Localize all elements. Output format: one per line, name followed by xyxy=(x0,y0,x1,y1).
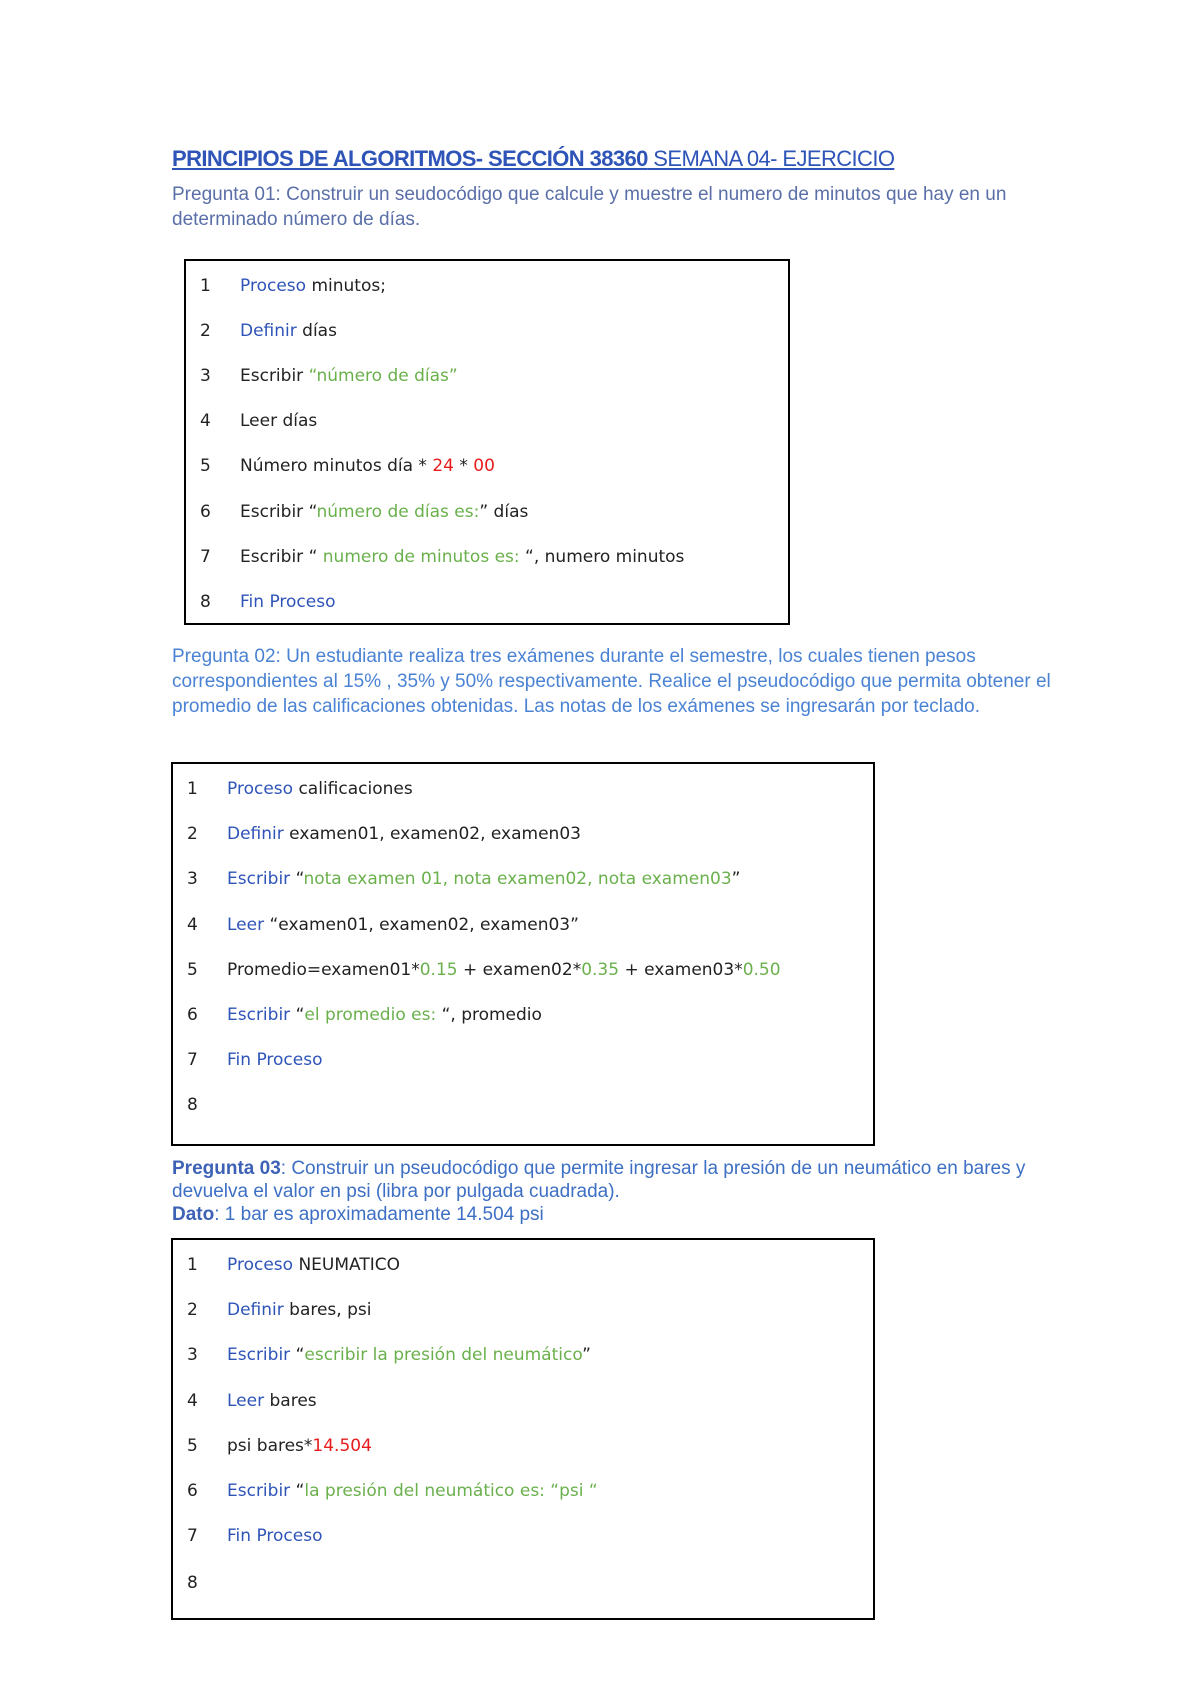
code-text: ” xyxy=(582,1345,591,1365)
code-text: ” días xyxy=(479,502,529,522)
code-text: examen01, examen02, examen03 xyxy=(283,824,581,844)
number-literal: 0.35 xyxy=(581,960,620,980)
number-literal: 0.50 xyxy=(742,960,781,980)
code-line xyxy=(187,1523,322,1549)
keyword: Fin Proceso xyxy=(227,1526,323,1546)
line-number: 1 xyxy=(200,276,211,296)
keyword: Escribir xyxy=(227,1481,291,1501)
line-number: 6 xyxy=(187,1481,198,1501)
line-number: 3 xyxy=(187,1345,198,1365)
keyword: Leer xyxy=(227,1391,265,1411)
line-number: 4 xyxy=(187,1391,198,1411)
string-literal: numero de minutos es: xyxy=(322,547,526,567)
code-text: “examen01, examen02, examen03” xyxy=(264,915,579,935)
code-text: Promedio=examen01* xyxy=(227,960,420,980)
keyword: Proceso xyxy=(240,276,307,296)
string-literal: número de días es: xyxy=(316,502,480,522)
title-main: PRINCIPIOS DE ALGORITMOS- SECCIÓN 38360 xyxy=(172,146,648,171)
code-line xyxy=(187,1297,371,1323)
line-number: 2 xyxy=(187,1300,198,1320)
dato-label: Dato xyxy=(172,1204,215,1225)
code-line xyxy=(187,912,579,938)
code-block-2 xyxy=(171,762,875,1146)
code-text: Leer días xyxy=(240,411,318,431)
keyword: Escribir xyxy=(227,869,291,889)
line-number: 7 xyxy=(187,1526,198,1546)
code-line xyxy=(200,273,386,299)
question-3-label: Pregunta 03 xyxy=(172,1158,281,1179)
line-number: 2 xyxy=(187,824,198,844)
code-text: minutos; xyxy=(306,276,386,296)
code-text: + examen03* xyxy=(619,960,743,980)
code-text: “ xyxy=(290,1345,305,1365)
keyword: Definir xyxy=(227,824,284,844)
keyword: Leer xyxy=(227,915,265,935)
code-line xyxy=(187,1047,322,1073)
code-line xyxy=(200,408,317,434)
keyword: Escribir xyxy=(227,1345,291,1365)
line-number: 5 xyxy=(187,960,198,980)
line-number: 4 xyxy=(200,411,211,431)
code-line xyxy=(187,957,781,983)
code-block-3 xyxy=(171,1238,875,1620)
code-text: Escribir “ xyxy=(240,547,323,567)
code-line xyxy=(187,1002,542,1028)
code-text: “ xyxy=(290,869,304,889)
line-number: 8 xyxy=(200,592,211,612)
code-line xyxy=(200,318,337,344)
code-text: Escribir “ xyxy=(240,502,317,522)
code-block-1 xyxy=(184,259,790,625)
question-3 xyxy=(172,1157,1052,1226)
code-line xyxy=(200,589,335,615)
line-number: 6 xyxy=(187,1005,198,1025)
number-literal: 0.15 xyxy=(419,960,458,980)
code-text: Escribir xyxy=(240,366,309,386)
code-line xyxy=(200,499,528,525)
string-literal: escribir la presión del neumático xyxy=(304,1345,583,1365)
code-line xyxy=(187,821,581,847)
line-number: 8 xyxy=(187,1095,198,1115)
string-literal: nota examen 01, nota examen02, nota examen03 xyxy=(303,869,732,889)
code-text: ” xyxy=(731,869,741,889)
line-number: 3 xyxy=(200,366,211,386)
question-1: Pregunta 01: Construir un seudocódigo que calcule y muestre el numero de minutos que hay en un determinado número de días. xyxy=(172,184,1007,230)
code-text: “ xyxy=(290,1481,305,1501)
question-3-text: : Construir un pseudocódigo que permite ingresar la presión de un neumático en bares y devuelva el valor en psi (libra por pulgada cuadrada). xyxy=(172,1158,1026,1202)
number-literal: 00 xyxy=(473,456,495,476)
code-text: bares, psi xyxy=(283,1300,372,1320)
code-line xyxy=(187,1252,400,1278)
code-text: NEUMATICO xyxy=(293,1255,400,1275)
line-number: 8 xyxy=(187,1573,198,1593)
code-line xyxy=(187,1388,317,1414)
keyword: Proceso xyxy=(227,1255,294,1275)
code-text: * xyxy=(453,456,474,476)
line-number: 5 xyxy=(200,456,211,476)
code-text: + examen02* xyxy=(457,960,582,980)
code-text: psi bares* xyxy=(227,1436,313,1456)
code-text: bares xyxy=(264,1391,317,1411)
number-literal: 24 xyxy=(432,456,454,476)
code-line xyxy=(200,544,684,570)
keyword: Definir xyxy=(227,1300,284,1320)
line-number: 1 xyxy=(187,779,198,799)
code-text: Número minutos día * xyxy=(240,456,433,476)
code-line xyxy=(200,363,458,389)
keyword: Definir xyxy=(240,321,297,341)
code-text: “ xyxy=(290,1005,305,1025)
keyword: Proceso xyxy=(227,779,294,799)
code-text: calificaciones xyxy=(293,779,413,799)
line-number: 7 xyxy=(200,547,211,567)
string-literal: la presión del neumático es: “psi “ xyxy=(304,1481,598,1501)
code-line xyxy=(187,1433,372,1459)
code-line xyxy=(200,453,495,479)
line-number: 3 xyxy=(187,869,198,889)
code-text: “, promedio xyxy=(441,1005,542,1025)
question-2: Pregunta 02: Un estudiante realiza tres exámenes durante el semestre, los cuales tienen pesos correspondientes al 15% , 35% y 50% respectivamente. Realice el pseudocódigo que permita obtener el promedio de las calificaciones obtenidas. Las notas de los exámenes se ingresarán por teclado. xyxy=(172,646,1051,717)
code-line xyxy=(187,1570,227,1596)
line-number: 6 xyxy=(200,502,211,522)
keyword: Escribir xyxy=(227,1005,291,1025)
code-line xyxy=(187,1092,227,1118)
code-line xyxy=(187,1342,591,1368)
line-number: 2 xyxy=(200,321,211,341)
string-literal: “número de días” xyxy=(308,366,458,386)
code-text: días xyxy=(296,321,337,341)
line-number: 1 xyxy=(187,1255,198,1275)
line-number: 5 xyxy=(187,1436,198,1456)
code-line xyxy=(187,776,413,802)
dato-text: : 1 bar es aproximadamente 14.504 psi xyxy=(214,1204,544,1225)
code-line xyxy=(187,866,740,892)
string-literal: el promedio es: xyxy=(304,1005,442,1025)
keyword: Fin Proceso xyxy=(227,1050,323,1070)
keyword: Fin Proceso xyxy=(240,592,336,612)
code-line xyxy=(187,1478,598,1504)
number-literal: 14.504 xyxy=(312,1436,372,1456)
line-number: 4 xyxy=(187,915,198,935)
document-title xyxy=(172,146,894,172)
code-text: “, numero minutos xyxy=(525,547,685,567)
title-week: SEMANA 04- EJERCICIO xyxy=(647,146,895,171)
line-number: 7 xyxy=(187,1050,198,1070)
